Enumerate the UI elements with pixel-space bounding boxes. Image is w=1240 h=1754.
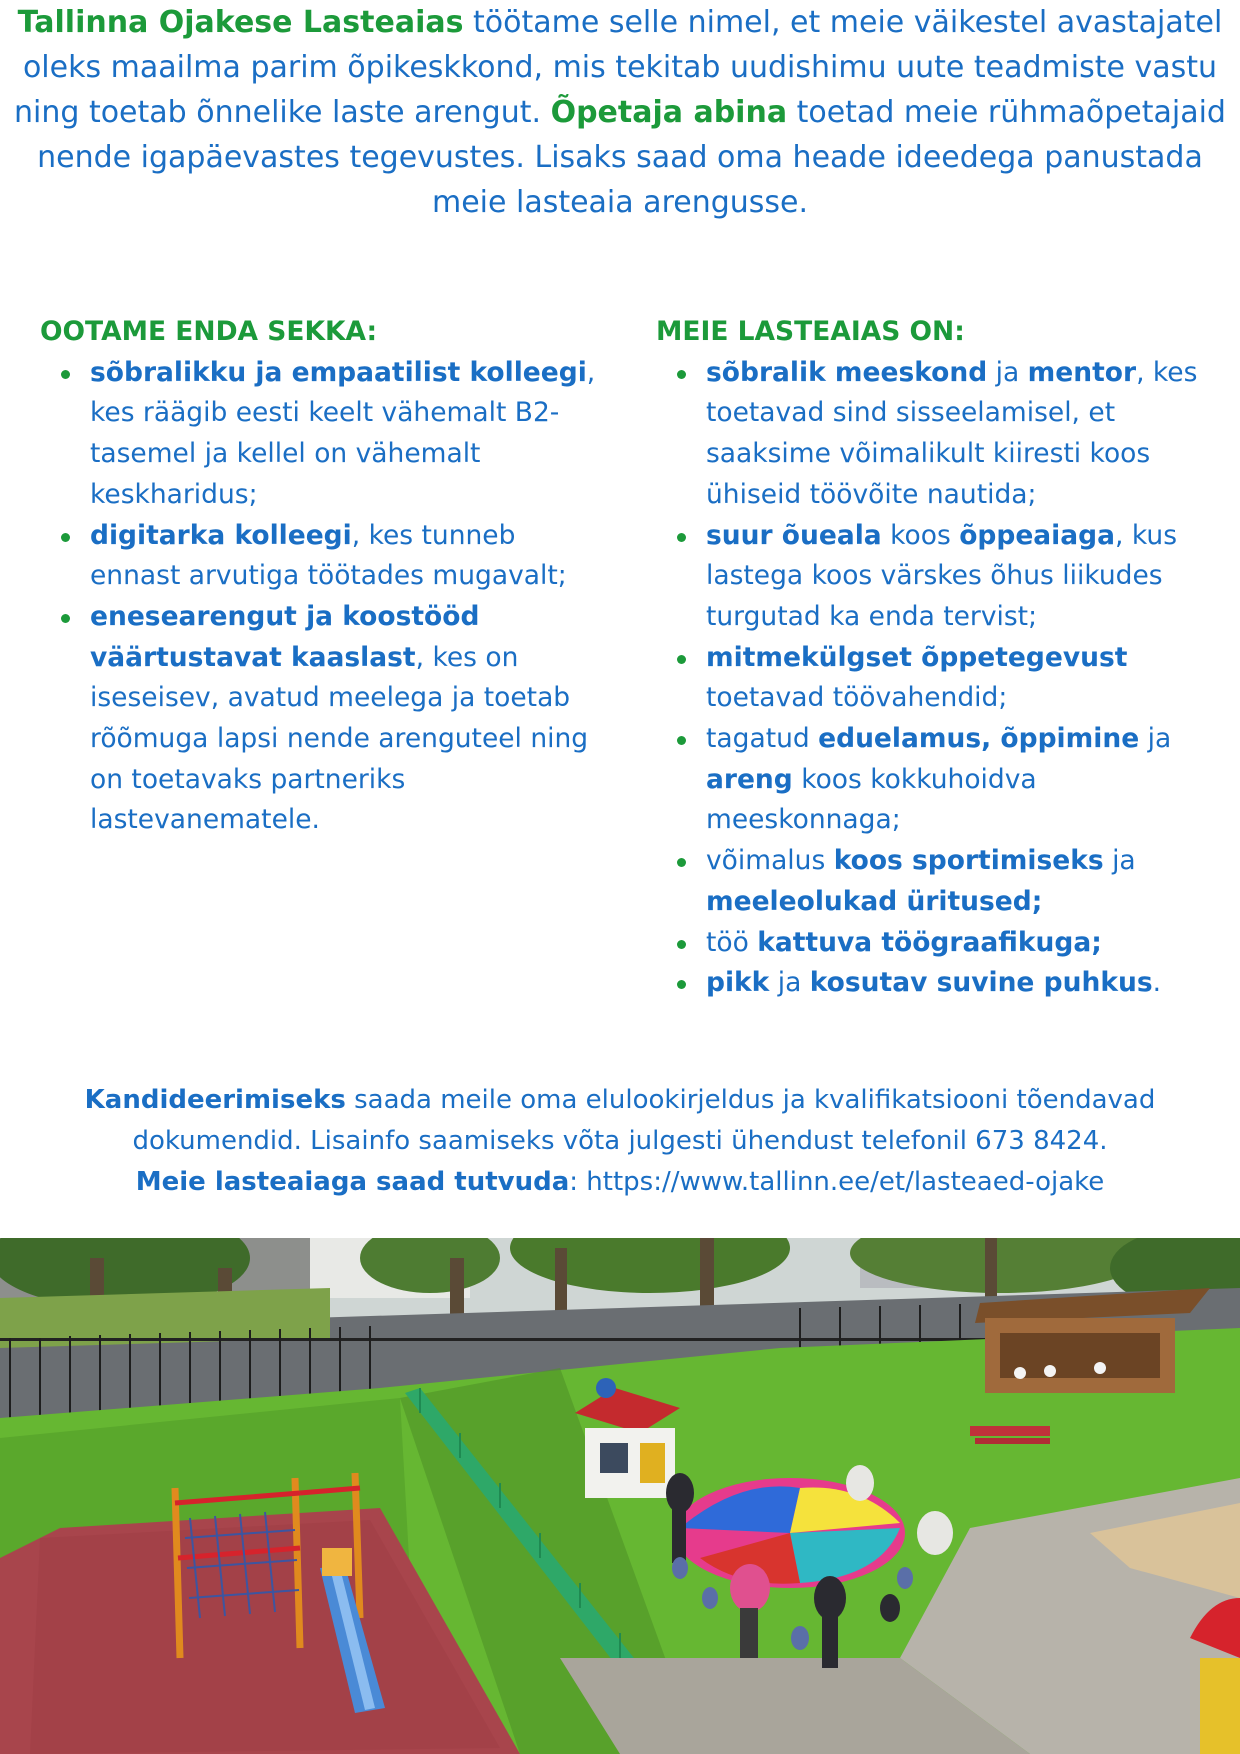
intro-text-1: töötame selle nimel, et meie väikestel avastajatel oleks maailma parim õpikeskkond, mis tekitab uudishimu uute teadmiste vastu ning toetab õnnelike laste arengut.: [14, 5, 1223, 130]
list-item: [656, 353, 1216, 516]
bold-phrase: areng: [706, 763, 793, 795]
intro-text-2: toetad meie rühmaõpetajaid nende igapäevastes tegevustes. Lisaks saad oma heade ideedega panustada meie lasteaia arengusse.: [37, 95, 1226, 220]
playground-photo: [0, 1238, 1240, 1754]
bold-phrase: sõbralikku ja empaatilist kolleegi: [90, 356, 587, 388]
item-text: koos: [881, 519, 960, 551]
item-text: .: [1152, 967, 1162, 999]
website-text[interactable]: : https://www.tallinn.ee/et/lasteaed-ojake: [569, 1167, 1105, 1197]
bold-phrase: õppeaiaga: [959, 519, 1116, 551]
item-text: , kes toetavad sind sisseelamisel, et saaksime võimalikult kiiresti koos ühiseid töövõite nautida;: [706, 356, 1198, 510]
item-text: toetavad töövahendid;: [706, 682, 1008, 714]
bold-phrase: suur õueala: [706, 519, 882, 551]
bold-phrase: pikk: [706, 967, 770, 999]
bold-phrase: kosutav suvine puhkus: [809, 967, 1153, 999]
list-item: [40, 516, 600, 597]
bold-phrase: eduelamus, õppimine: [818, 723, 1140, 755]
apply-label: Kandideerimiseks: [84, 1085, 346, 1115]
bold-phrase: kattuva töögraafikuga;: [757, 926, 1102, 958]
benefits-column: [656, 312, 1216, 1004]
item-text: ja: [1139, 723, 1172, 755]
item-text: ja: [769, 967, 810, 999]
expectations-list: [40, 353, 600, 841]
job-title: Õpetaja abina: [550, 95, 788, 130]
item-text: , kes tunneb ennast arvutiga töötades mugavalt;: [90, 519, 567, 592]
bold-phrase: enesearengut ja koostööd väärtustavat kaaslast: [90, 600, 480, 673]
benefits-list: [656, 353, 1216, 1004]
expectations-heading: OOTAME ENDA SEKKA:: [40, 316, 378, 347]
item-text: koos kokkuhoidva meeskonnaga;: [706, 763, 1037, 836]
bold-phrase: sõbralik meeskond: [706, 356, 988, 388]
benefits-heading: MEIE LASTEAIAS ON:: [656, 316, 965, 347]
list-item: [40, 353, 600, 516]
apply-text: saada meile oma elulookirjeldus ja kvalifikatsiooni tõendavad dokumendid. Lisainfo saamiseks võta julgesti ühendust telefonil 673 8424.: [132, 1085, 1156, 1156]
visit-label: Meie lasteaiaga saad tutvuda: [135, 1167, 570, 1197]
list-item: [656, 963, 1216, 1004]
bold-phrase: mitmekülgset õppetegevust: [706, 641, 1128, 673]
list-item: [656, 923, 1216, 964]
item-text: võimalus: [706, 845, 834, 877]
bold-phrase: digitarka kolleegi: [90, 519, 352, 551]
item-text: , kes on iseseisev, avatud meelega ja toetab rõõmuga lapsi nende arenguteel ning on toetavaks partneriks lastevanematele.: [90, 641, 589, 836]
application-info: [0, 1080, 1240, 1203]
list-item: [656, 516, 1216, 638]
item-text: , kes räägib eesti keelt vähemalt B2-tasemel ja kellel on vähemalt keskharidus;: [90, 356, 596, 510]
list-item: [656, 719, 1216, 841]
item-text: töö: [706, 926, 758, 958]
kindergarten-name: Tallinna Ojakese Lasteaias: [17, 5, 464, 40]
item-text: ja: [1103, 845, 1136, 877]
item-text: , kus lastega koos värskes õhus liikudes turgutad ka enda tervist;: [706, 519, 1177, 632]
bold-phrase: mentor: [1027, 356, 1137, 388]
bold-phrase: meeleolukad üritused;: [706, 885, 1043, 917]
bold-phrase: koos sportimiseks: [833, 845, 1104, 877]
list-item: [656, 841, 1216, 922]
list-item: [40, 597, 600, 841]
item-text: tagatud: [706, 723, 819, 755]
intro-paragraph: [0, 0, 1240, 225]
list-item: [656, 638, 1216, 719]
item-text: ja: [987, 356, 1028, 388]
expectations-column: [40, 312, 600, 841]
